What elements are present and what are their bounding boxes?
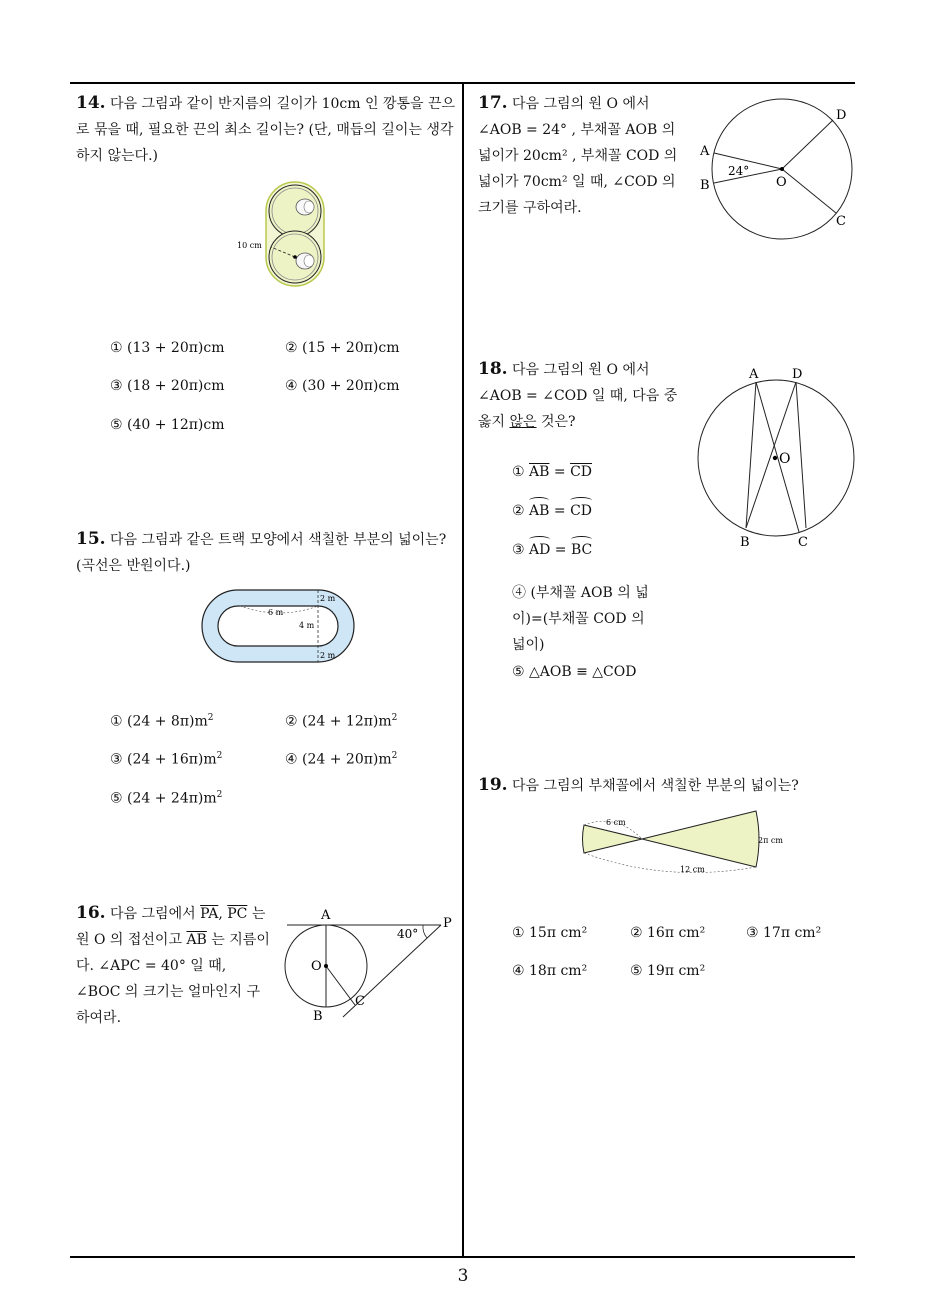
q19-radius-label: 6 cm — [606, 818, 626, 827]
q14-can-figure — [235, 180, 335, 290]
question-number: 14. — [76, 93, 106, 113]
q15-track-figure — [200, 586, 360, 666]
svg-text:40°: 40° — [397, 927, 419, 941]
q15-choice-3[interactable]: ③ $(24 + 16\pi)m^2$ — [110, 751, 223, 768]
question-text: 다음 그림과 같이 반지름의 길이가 10cm 인 깡통을 끈으로 묶을 때, 필요한 끈의 최소 길이는? (단, 매듭의 길이는 생각하지 않는다.) — [76, 96, 456, 164]
question-number: 19. — [478, 775, 508, 795]
bottom-rule — [70, 1256, 855, 1258]
svg-text:D: D — [836, 108, 847, 123]
q15-width-bottom-label: 2 m — [320, 651, 336, 660]
svg-text:P: P — [443, 916, 452, 931]
question-15 — [76, 526, 458, 579]
q15-inner-label: 4 m — [299, 621, 315, 630]
q14-choice-3[interactable]: ③ (18 + 20π)cm — [110, 378, 225, 394]
question-19 — [478, 772, 848, 799]
svg-text:C: C — [355, 994, 365, 1009]
question-number: 16. — [76, 903, 106, 923]
svg-text:B: B — [313, 1009, 323, 1024]
q19-arc-label: 2π cm — [758, 836, 783, 845]
q15-choice-4[interactable]: ④ $(24 + 20\pi)m^2$ — [285, 751, 398, 768]
q15-choice-5[interactable]: ⑤ $(24 + 24\pi)m^2$ — [110, 790, 223, 807]
segment-ab: $\overline{AB}$ — [186, 932, 207, 948]
svg-text:A: A — [749, 367, 759, 382]
q15-width-top-label: 2 m — [320, 594, 336, 603]
page-number: 3 — [457, 1266, 469, 1286]
svg-text:O: O — [311, 959, 322, 974]
q19-choice-4[interactable]: ④ 18π cm² — [512, 963, 588, 979]
svg-text:A: A — [321, 908, 331, 923]
svg-text:A: A — [700, 144, 710, 159]
column-divider — [462, 82, 464, 1257]
question-14 — [76, 90, 458, 169]
question-number: 17. — [478, 93, 508, 113]
question-text: 다음 그림과 같은 트랙 모양에서 색칠한 부분의 넓이는? (곡선은 반원이다.) — [76, 532, 447, 574]
svg-text:C: C — [798, 535, 808, 550]
svg-text:O: O — [779, 451, 791, 467]
q14-choice-1[interactable]: ① (13 + 20π)cm — [110, 340, 225, 356]
q19-choice-5[interactable]: ⑤ 19π cm² — [630, 963, 706, 979]
q18-choice-3[interactable]: ③ AD = BC — [512, 542, 593, 558]
q14-choice-4[interactable]: ④ (30 + 20π)cm — [285, 378, 400, 394]
question-text: 다음 그림의 부채꼴에서 색칠한 부분의 넓이는? — [512, 778, 799, 794]
q19-choice-1[interactable]: ① 15π cm² — [512, 925, 588, 941]
question-text: 다음 그림의 원 O 에서 ∠AOB = 24° , 부채꼴 AOB 의 넓이가 20cm² , 부채꼴 COD 의 넓이가 70cm² 일 때, ∠COD 의 크기를 구하여라. — [478, 96, 678, 216]
q19-choice-2[interactable]: ② 16π cm² — [630, 925, 706, 941]
svg-text:O: O — [776, 175, 787, 190]
question-17 — [478, 90, 680, 221]
q15-length-label: 6 m — [268, 608, 284, 617]
question-18: 18. 다음 그림의 원 O 에서 ∠AOB = ∠COD 일 때, 다음 중 옳지 않은 것은? — [478, 359, 678, 430]
q18-choice-2[interactable]: ② AB = CD — [512, 503, 592, 519]
q15-choice-1[interactable]: ① $(24 + 8\pi)m^2$ — [110, 713, 214, 730]
q18-choice-4[interactable]: ④ (부채꼴 AOB 의 넓이)=(부채꼴 COD 의 넓이) — [512, 585, 649, 653]
q14-radius-label: 10 cm — [237, 241, 262, 250]
question-16: 16. 다음 그림에서 $\overline{PA}$, $\overline{PC}$ 는 원 O 의 접선이고 $\overline{AB}$ 는 지름이다. ∠APC = 40° 일 때, ∠BOC 의 크기는 얼마인지 구하여라. — [76, 903, 270, 1026]
svg-text:D: D — [792, 367, 803, 382]
q19-length-label: 12 cm — [680, 865, 705, 874]
q17-circle-figure — [694, 95, 859, 245]
vector-pa: $\overline{PA}$ — [200, 906, 219, 922]
q14-choice-5[interactable]: ⑤ (40 + 12π)cm — [110, 417, 225, 433]
svg-text:24°: 24° — [728, 164, 750, 178]
q19-choice-3[interactable]: ③ 17π cm² — [746, 925, 822, 941]
svg-text:B: B — [700, 178, 710, 193]
q18-choice-5[interactable]: ⑤ △AOB ≡ △COD — [512, 664, 637, 680]
svg-text:C: C — [836, 214, 846, 229]
q18-choice-1[interactable]: ① $\overline{AB} = \overline{CD}$ — [512, 464, 592, 480]
q14-choice-2[interactable]: ② (15 + 20π)cm — [285, 340, 400, 356]
q15-choice-2[interactable]: ② $(24 + 12\pi)m^2$ — [285, 713, 398, 730]
q19-sector-figure — [576, 805, 796, 881]
q18-circle-figure — [694, 362, 859, 554]
q16-tangent-figure — [283, 905, 463, 1030]
vector-pc: $\overline{PC}$ — [227, 906, 248, 922]
question-number: 18. — [478, 359, 508, 379]
question-number: 15. — [76, 529, 106, 549]
svg-text:B: B — [740, 535, 750, 550]
